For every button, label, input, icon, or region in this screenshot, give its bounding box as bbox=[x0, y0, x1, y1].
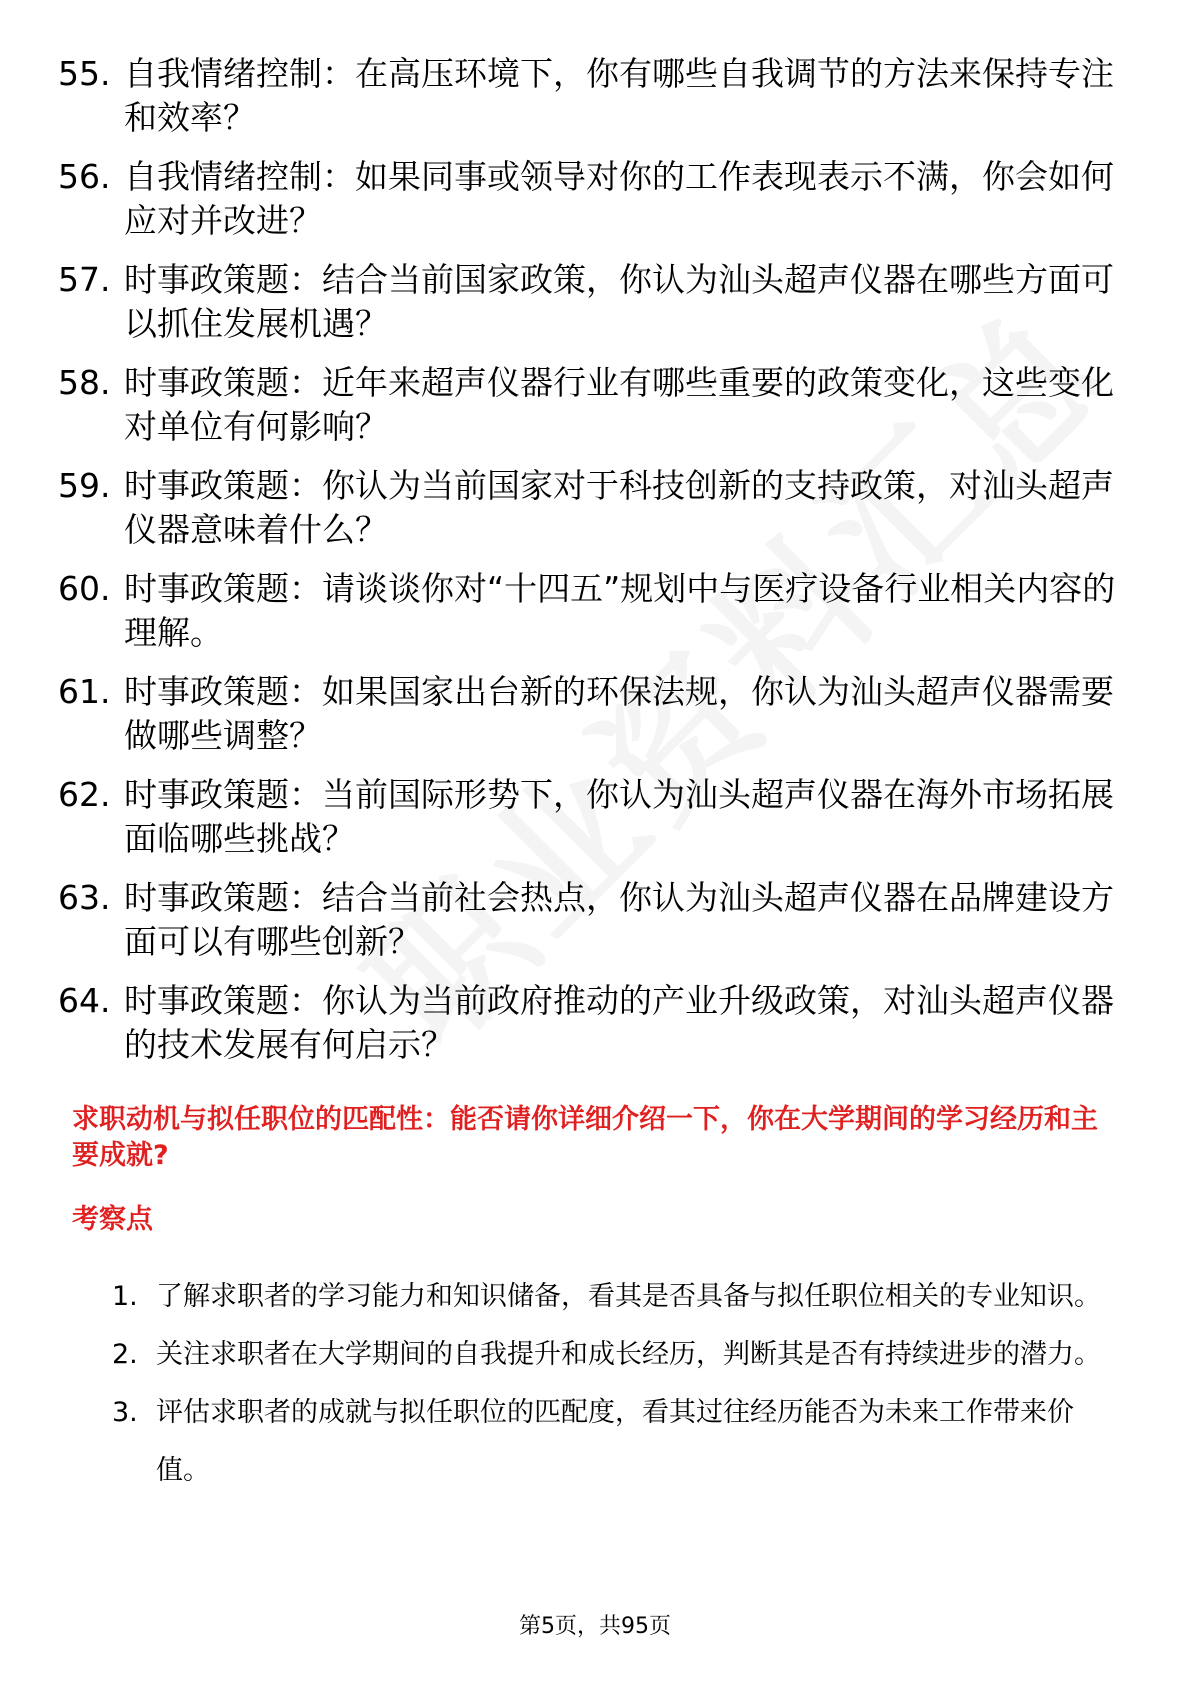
list-item bbox=[58, 670, 1118, 758]
item-text: 了解求职者的学习能力和知识储备，看其是否具备与拟任职位相关的专业知识。 bbox=[156, 1281, 1101, 1312]
item-number: 61. bbox=[58, 672, 111, 711]
list-item bbox=[58, 876, 1118, 964]
item-number: 56. bbox=[58, 157, 111, 196]
list-item bbox=[112, 1268, 1122, 1326]
item-text: 时事政策题：请谈谈你对“十四五”规划中与医疗设备行业相关内容的理解。 bbox=[124, 569, 1116, 652]
item-text: 时事政策题：如果国家出台新的环保法规，你认为汕头超声仪器需要做哪些调整？ bbox=[124, 672, 1114, 755]
list-item bbox=[58, 567, 1118, 655]
item-number: 62. bbox=[58, 775, 111, 814]
item-number: 60. bbox=[58, 569, 111, 608]
item-number: 57. bbox=[58, 260, 111, 299]
list-item bbox=[58, 52, 1118, 140]
item-text: 自我情绪控制：在高压环境下，你有哪些自我调节的方法来保持专注和效率？ bbox=[124, 54, 1114, 137]
list-item bbox=[58, 361, 1118, 449]
item-number: 59. bbox=[58, 466, 111, 505]
item-number: 2. bbox=[112, 1339, 138, 1370]
list-item bbox=[112, 1384, 1122, 1500]
assessment-points-list bbox=[112, 1268, 1122, 1500]
item-text: 评估求职者的成就与拟任职位的匹配度，看其过往经历能否为未来工作带来价值。 bbox=[156, 1397, 1074, 1486]
item-text: 时事政策题：结合当前社会热点，你认为汕头超声仪器在品牌建设方面可以有哪些创新？ bbox=[124, 878, 1114, 961]
list-item bbox=[58, 979, 1118, 1067]
item-text: 时事政策题：你认为当前政府推动的产业升级政策，对汕头超声仪器的技术发展有何启示？ bbox=[124, 981, 1114, 1064]
item-number: 63. bbox=[58, 878, 111, 917]
question-list bbox=[58, 52, 1118, 1082]
list-item bbox=[58, 155, 1118, 243]
section-subheading: 考察点 bbox=[72, 1204, 153, 1235]
list-item bbox=[58, 258, 1118, 346]
item-number: 64. bbox=[58, 981, 111, 1020]
item-text: 时事政策题：当前国际形势下，你认为汕头超声仪器在海外市场拓展面临哪些挑战？ bbox=[124, 775, 1114, 858]
item-number: 1. bbox=[112, 1281, 138, 1312]
page-footer: 第5页，共95页 bbox=[519, 1614, 671, 1639]
item-text: 时事政策题：结合当前国家政策，你认为汕头超声仪器在哪些方面可以抓住发展机遇？ bbox=[124, 260, 1114, 343]
item-text: 关注求职者在大学期间的自我提升和成长经历，判断其是否有持续进步的潜力。 bbox=[156, 1339, 1101, 1370]
item-text: 自我情绪控制：如果同事或领导对你的工作表现表示不满，你会如何应对并改进？ bbox=[124, 157, 1114, 240]
item-number: 3. bbox=[112, 1397, 138, 1428]
section-heading: 求职动机与拟任职位的匹配性：能否请你详细介绍一下，你在大学期间的学习经历和主要成就? bbox=[72, 1104, 1098, 1171]
item-text: 时事政策题：近年来超声仪器行业有哪些重要的政策变化，这些变化对单位有何影响？ bbox=[124, 363, 1114, 446]
item-number: 58. bbox=[58, 363, 111, 402]
list-item bbox=[58, 464, 1118, 552]
list-item bbox=[112, 1326, 1122, 1384]
item-text: 时事政策题：你认为当前国家对于科技创新的支持政策，对汕头超声仪器意味着什么？ bbox=[124, 466, 1114, 549]
list-item bbox=[58, 773, 1118, 861]
item-number: 55. bbox=[58, 54, 111, 93]
